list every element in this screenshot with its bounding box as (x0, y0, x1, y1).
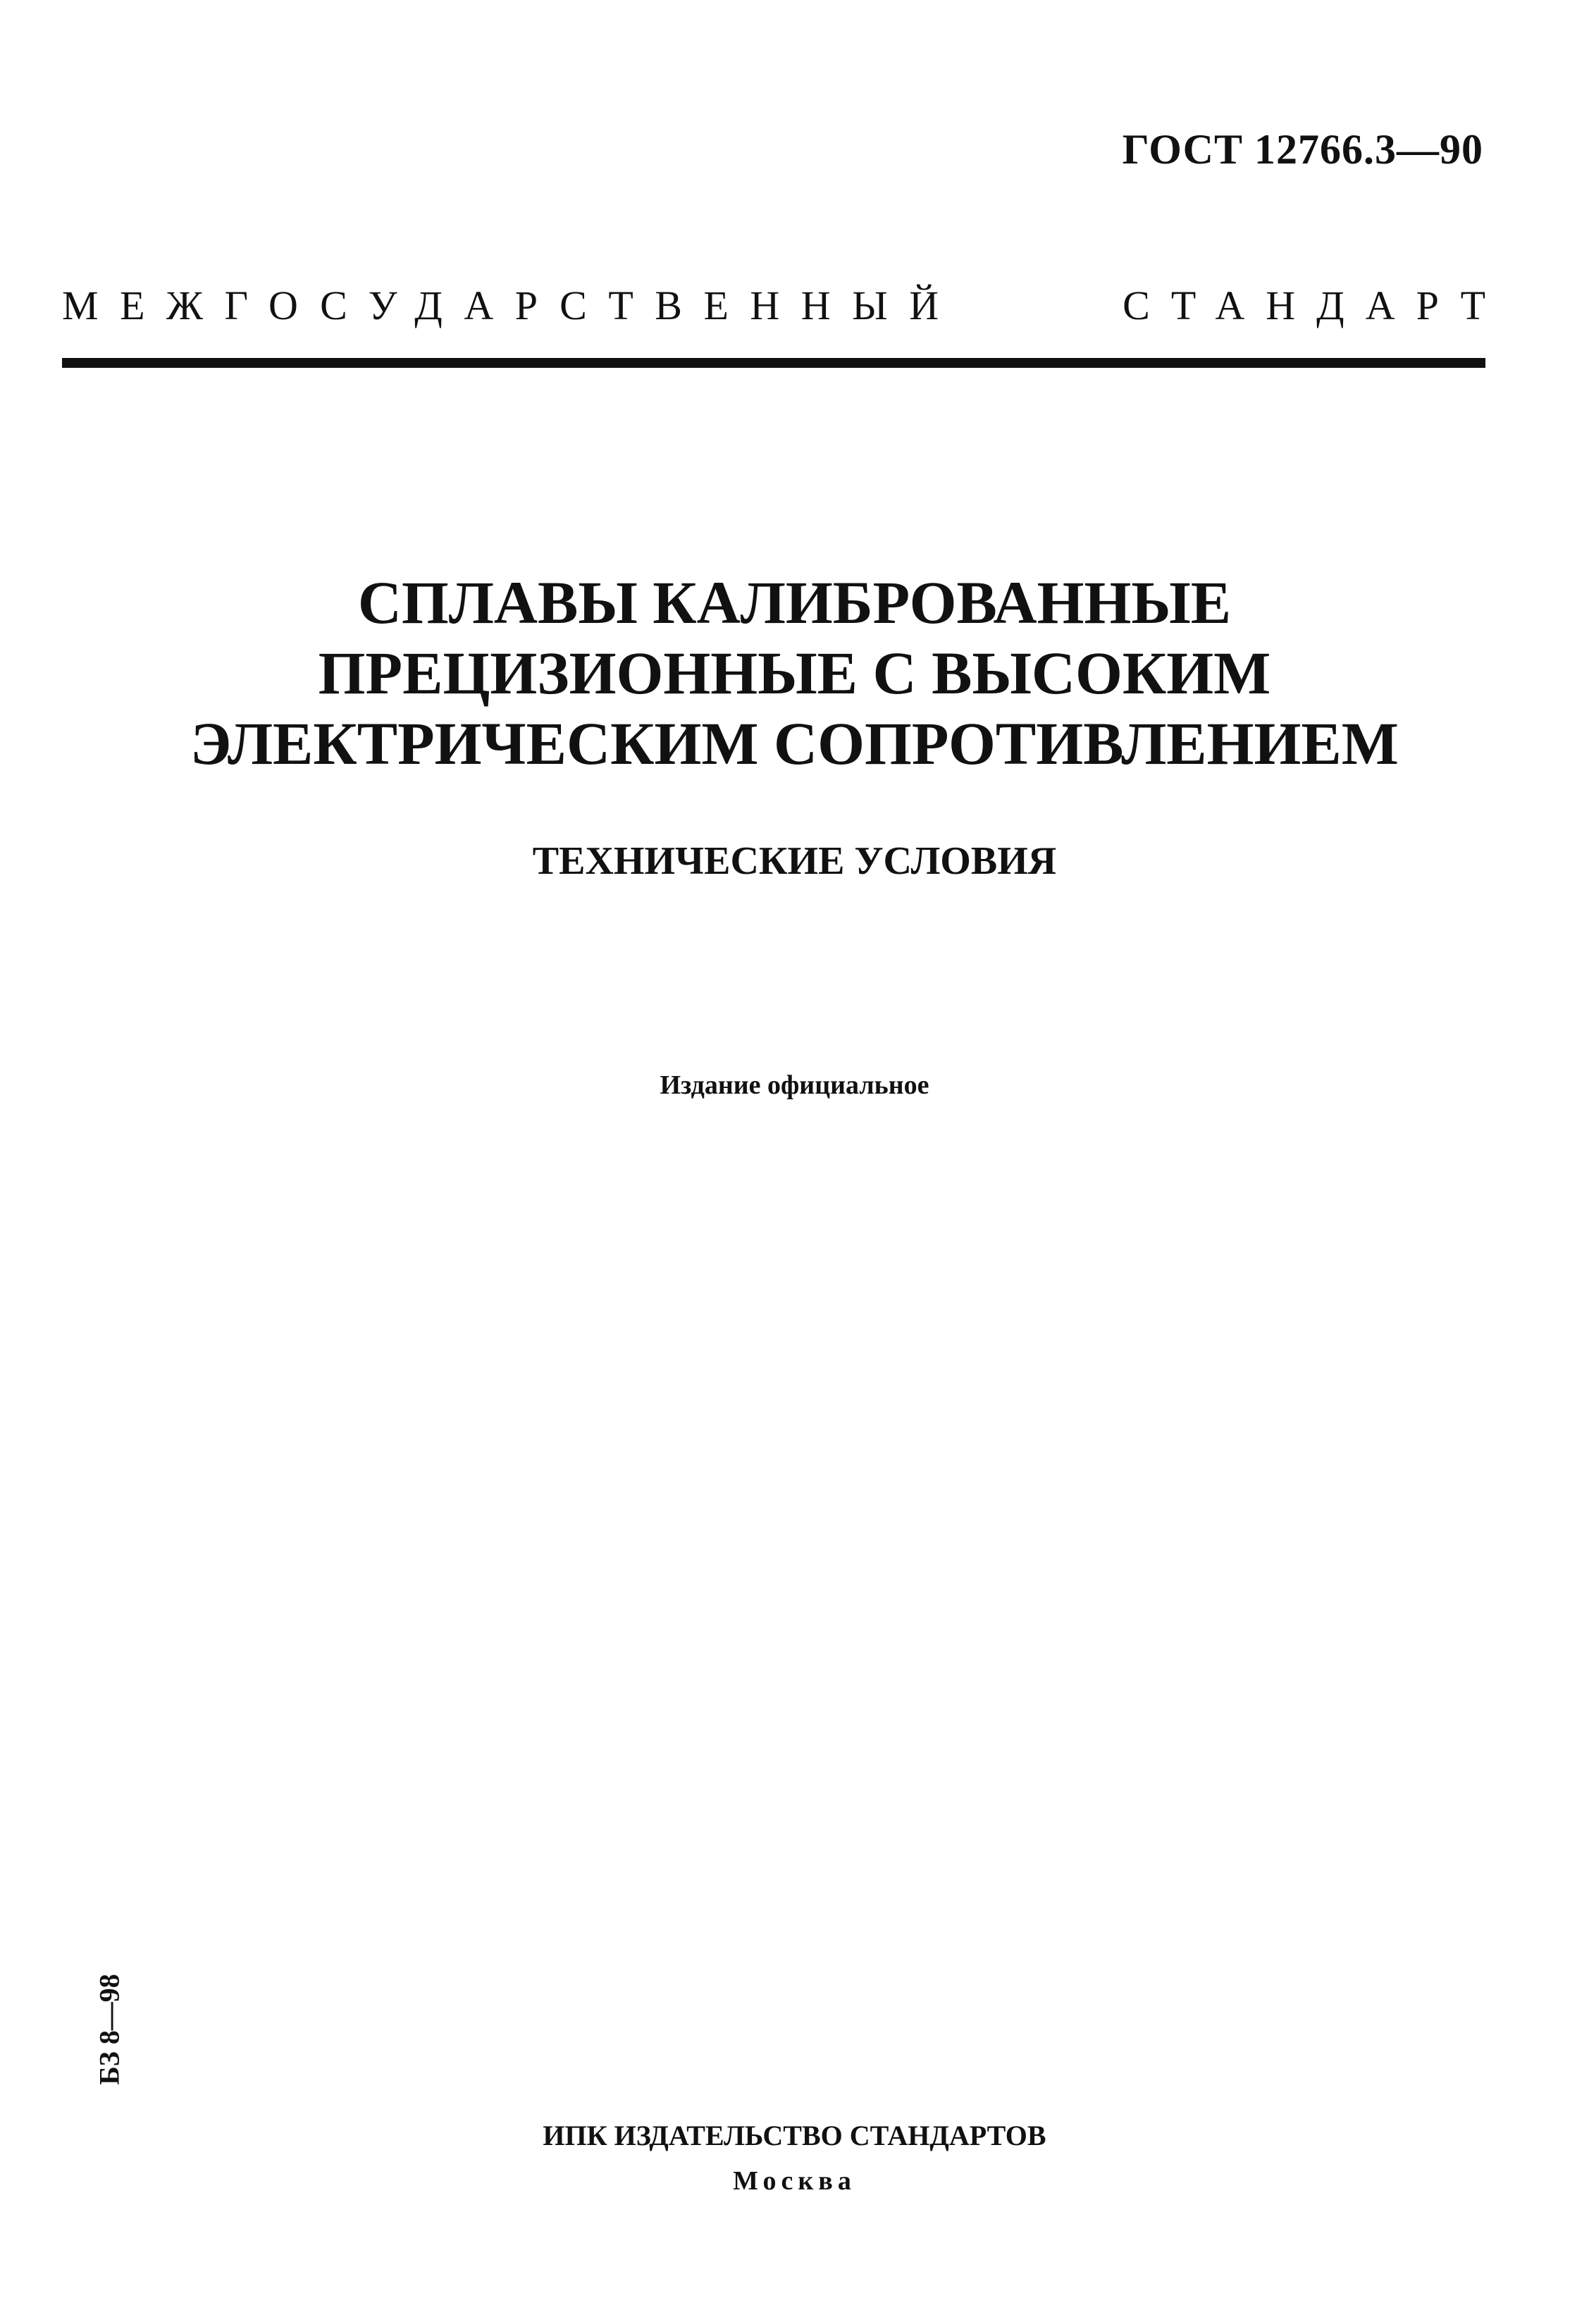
standard-category-word-1: МЕЖГОСУДАРСТВЕННЫЙ (62, 283, 960, 328)
document-number: ГОСТ 12766.3—90 (1122, 126, 1483, 173)
publisher-city: Москва (733, 2166, 856, 2196)
header-divider (62, 358, 1485, 368)
standard-category (62, 282, 1507, 338)
standard-category-word-2: СТАНДАРТ (1123, 283, 1507, 328)
catalog-code (88, 1948, 130, 2110)
publisher-name: ИПК ИЗДАТЕЛЬСТВО СТАНДАРТОВ (543, 2120, 1046, 2151)
document-title-line-1: СПЛАВЫ КАЛИБРОВАННЫЕ (357, 569, 1232, 636)
edition-note: Издание официальное (660, 1070, 929, 1100)
document-title-line-2: ПРЕЦИЗИОННЫЕ С ВЫСОКИМ (318, 639, 1271, 707)
catalog-code-text: БЗ 8—98 (93, 1974, 125, 2085)
document-title-line-3: ЭЛЕКТРИЧЕСКИМ СОПРОТИВЛЕНИЕМ (190, 710, 1399, 777)
document-title (0, 567, 1589, 779)
document-subtitle: ТЕХНИЧЕСКИЕ УСЛОВИЯ (532, 839, 1057, 883)
